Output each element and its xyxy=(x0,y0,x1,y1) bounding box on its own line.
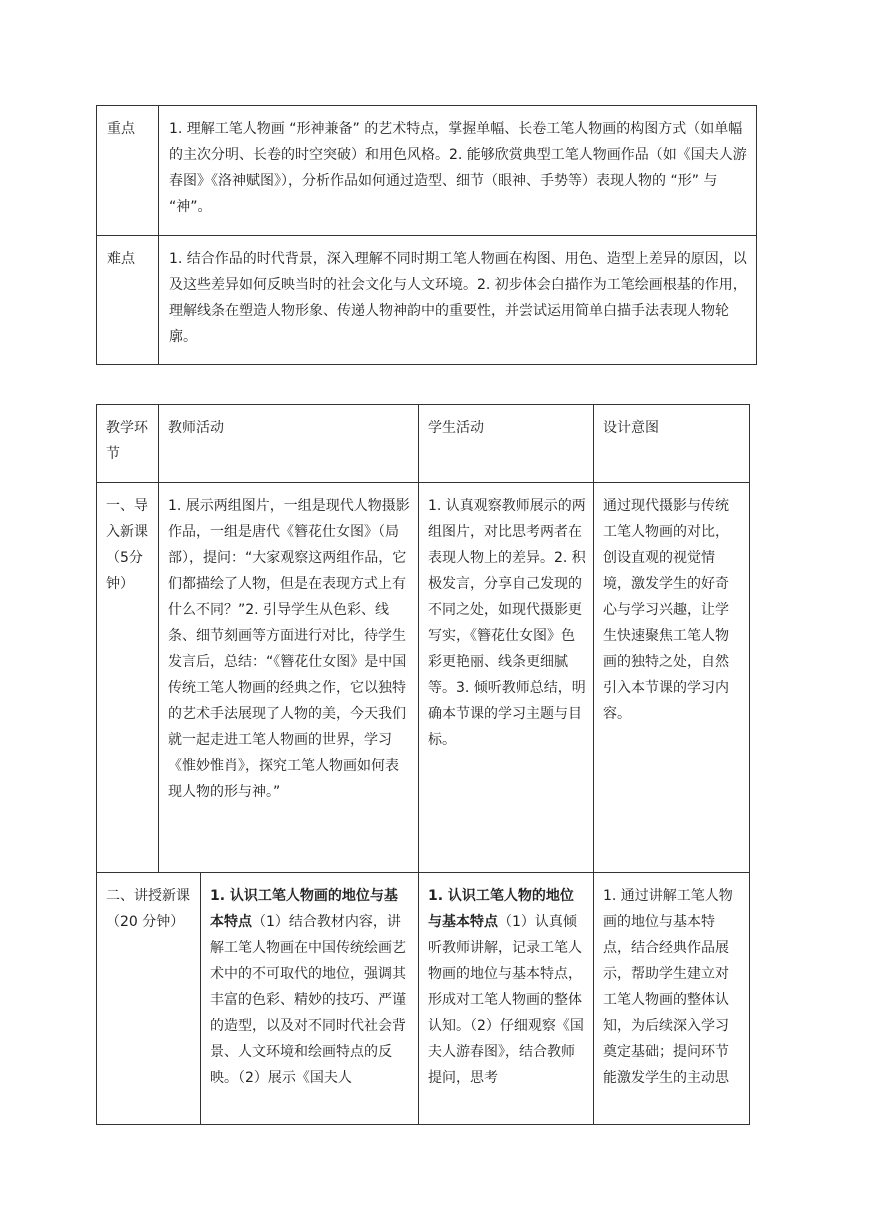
table-row xyxy=(97,236,757,365)
table-row xyxy=(97,106,757,236)
design-intent-cell: 1. 通过讲解工笔人物画的地位与基本特点，结合经典作品展示，帮助学生建立对工笔人物画的整体认知，为后续深入学习奠定基础；提问环节能激发学生的主动思 xyxy=(594,873,750,1125)
teaching-process-table xyxy=(96,404,750,1125)
header-stage: 教学环节 xyxy=(97,405,159,483)
row-label: 重点 xyxy=(97,106,159,236)
header-student: 学生活动 xyxy=(419,405,594,483)
student-activity-cell xyxy=(419,873,594,1125)
stage-cell: 一、导入新课（5分钟） xyxy=(97,483,159,873)
row-content: 1. 结合作品的时代背景，深入理解不同时期工笔人物画在构图、用色、造型上差异的原因，以及这些差异如何反映当时的社会文化与人文环境。2. 初步体会白描作为工笔绘画根基的作用，理解线条在塑造人物形象、传递人物神韵中的重要性，并尝试运用简单白描手法表现人物轮廓。 xyxy=(159,236,757,365)
student-activity-cell: 1. 认真观察教师展示的两组图片，对比思考两者在表现人物上的差异。2. 积极发言，分享自己发现的不同之处，如现代摄影更写实，《簪花仕女图》色彩更艳丽、线条更细腻等。3. 倾听教师总结，明确本节课的学习主题与目标。 xyxy=(419,483,594,873)
table-row xyxy=(97,873,750,1125)
header-intent: 设计意图 xyxy=(594,405,750,483)
header-teacher: 教师活动 xyxy=(159,405,419,483)
stage-cell: 二、讲授新课（20 分钟） xyxy=(97,873,201,1125)
teacher-activity-text: （1）结合教材内容，讲解工笔人物画在中国传统绘画艺术中的不可取代的地位，强调其丰富的色彩、精妙的技巧、严谨的造型，以及对不同时代社会背景、人文环境和绘画特点的反映。（2）展示《国夫人 xyxy=(210,914,406,1086)
teacher-subheading: 1. 认识工笔人物画的地位与基本特点 xyxy=(210,888,398,930)
student-activity-text: （1）认真倾听教师讲解，记录工笔人物画的地位与基本特点，形成对工笔人物画的整体认知。（2）仔细观察《国夫人游春图》，结合教师提问，思考 xyxy=(428,914,584,1086)
table-row xyxy=(97,483,750,873)
design-intent-cell: 通过现代摄影与传统工笔人物画的对比，创设直观的视觉情境，激发学生的好奇心与学习兴趣，让学生快速聚焦工笔人物画的独特之处，自然引入本节课的学习内容。 xyxy=(594,483,750,873)
row-label: 难点 xyxy=(97,236,159,365)
student-subheading: 1. 认识工笔人物的地位与基本特点 xyxy=(428,888,574,930)
row-content: 1. 理解工笔人物画 “形神兼备” 的艺术特点，掌握单幅、长卷工笔人物画的构图方式（如单幅的主次分明、长卷的时空突破）和用色风格。2. 能够欣赏典型工笔人物画作品（如《国夫人游春图》《洛神赋图》），分析作品如何通过造型、细节（眼神、手势等）表现人物的 “形” 与 “神”。 xyxy=(159,106,757,236)
table-header-row xyxy=(97,405,750,483)
focus-difficulty-table xyxy=(96,105,757,365)
teacher-activity-cell: 1. 展示两组图片，一组是现代人物摄影作品，一组是唐代《簪花仕女图》（局部），提问：“大家观察这两组作品，它们都描绘了人物，但是在表现方式上有什么不同？”2. 引导学生从色彩、线条、细节刻画等方面进行对比，待学生发言后，总结：“《簪花仕女图》是中国传统工笔人物画的经典之作，它以独特的艺术手法展现了人物的美，今天我们就一起走进工笔人物画的世界，学习《惟妙惟肖》，探究工笔人物画如何表现人物的形与神。” xyxy=(159,483,419,873)
teacher-activity-cell xyxy=(201,873,419,1125)
